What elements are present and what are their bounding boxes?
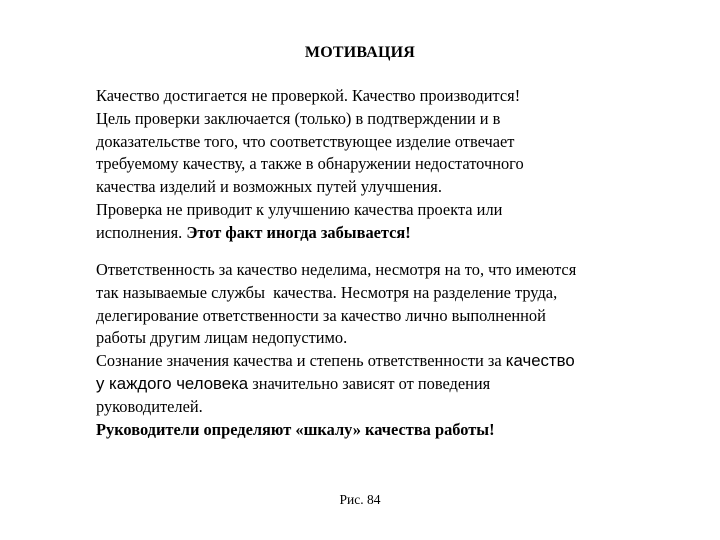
text-line: работы другим лицам недопустимо. (96, 328, 348, 348)
emphasis-text: Этот факт иногда забывается! (186, 222, 411, 242)
text-segment-sans: качество (505, 351, 575, 371)
text-segment: исполнения. (96, 222, 187, 242)
text-line: качества изделий и возможных путей улучшения. (96, 177, 442, 197)
figure-caption: Рис. 84 (339, 492, 381, 507)
text-line (96, 373, 696, 396)
text-line: Качество достигается не проверкой. Качество производится! (96, 86, 521, 105)
text-line (96, 350, 696, 373)
text-segment-sans: у каждого человека (96, 373, 249, 393)
page-title: МОТИВАЦИЯ (304, 44, 416, 61)
text-line: доказательстве того, что соответствующее изделие отвечает (96, 131, 515, 151)
text-line: руководителей. (96, 396, 203, 416)
text-line: Ответственность за качество неделима, несмотря на то, что имеются (96, 260, 577, 279)
text-segment: Сознание значения качества и степень ответственности за (96, 351, 506, 371)
text-line: требуемому качеству, а также в обнаружении недостаточного (96, 154, 524, 174)
emphasis-text: Руководители определяют «шкалу» качества работы! (96, 419, 495, 439)
text-segment: значительно зависят от поведения (248, 373, 491, 393)
paragraph-inspection (96, 85, 696, 245)
text-line: Цель проверки заключается (только) в подтверждении и в (96, 108, 501, 128)
text-line: так называемые службы качества. Несмотря на разделение труда, (96, 282, 558, 302)
paragraph-responsibility (96, 259, 696, 441)
text-line: делегирование ответственности за качество лично выполненной (96, 305, 546, 325)
text-line (96, 222, 696, 245)
text-line: Проверка не приводит к улучшению качества проекта или (96, 199, 503, 219)
